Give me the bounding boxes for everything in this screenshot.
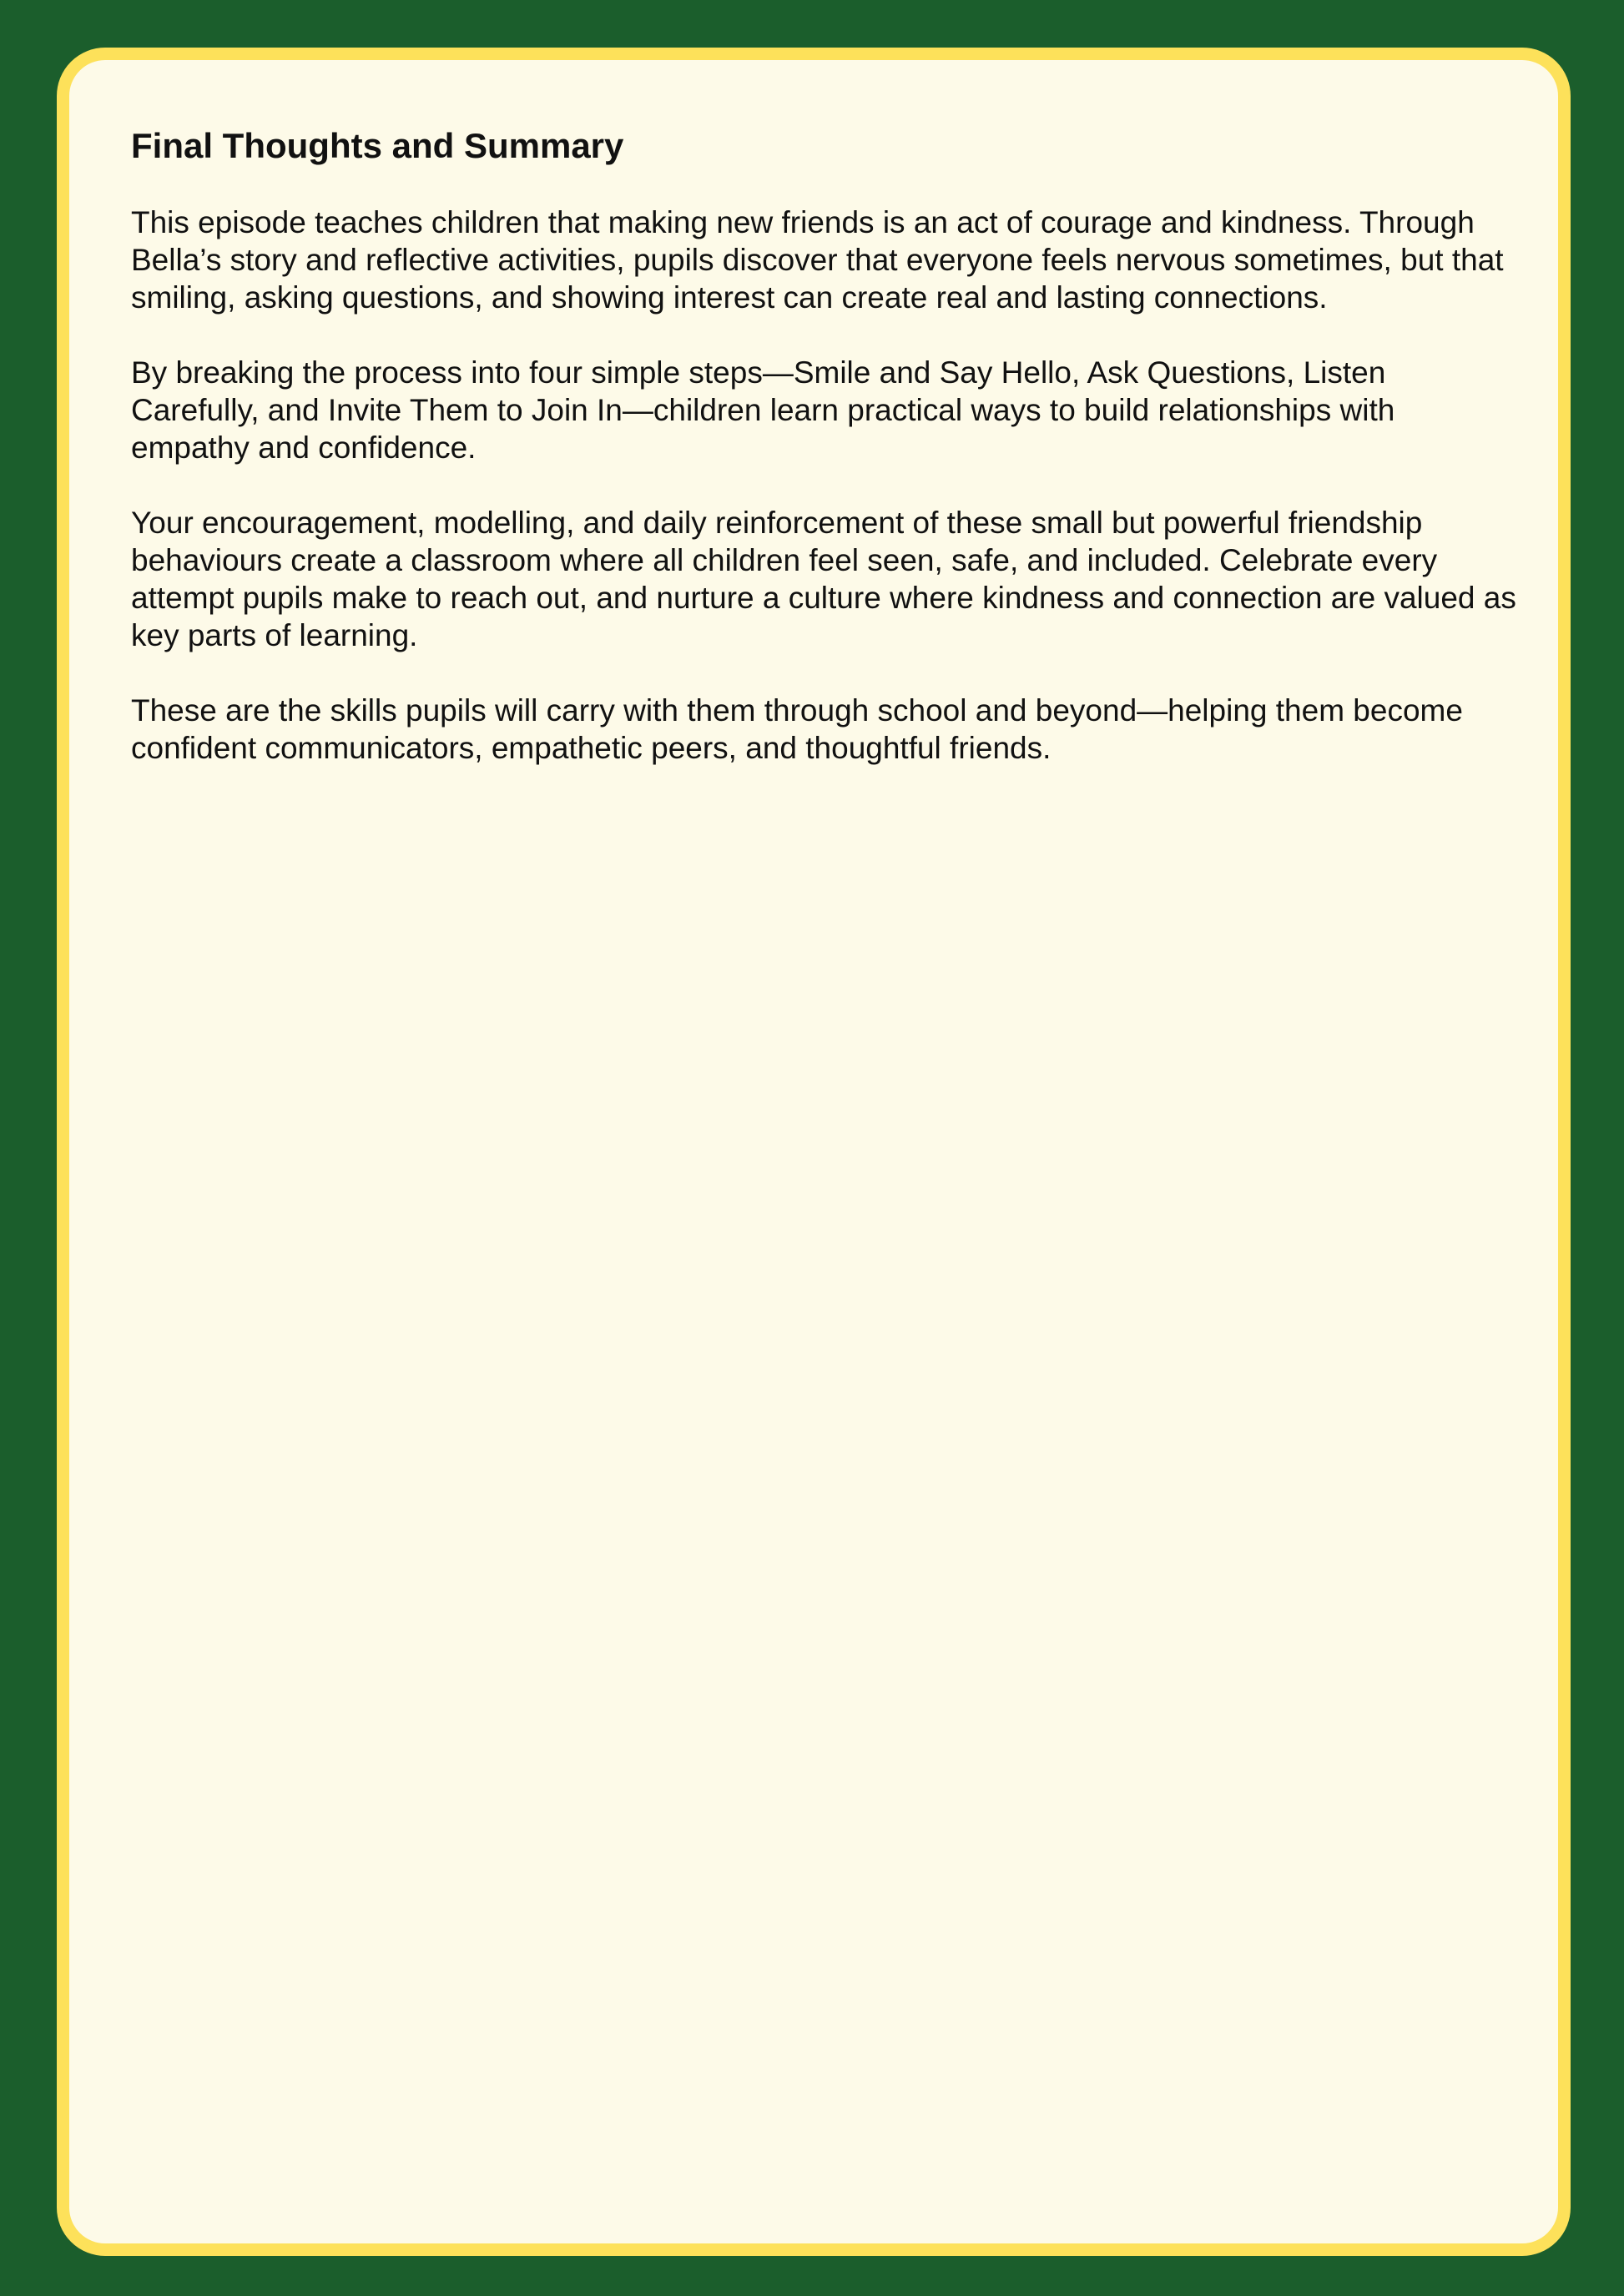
page-title: Final Thoughts and Summary: [131, 126, 624, 165]
paragraph-conclusion: These are the skills pupils will carry with them through school and beyond—helping them become confident communicators, empathetic peers, and thoughtful friends.: [131, 693, 1463, 766]
document-body: [131, 125, 1516, 804]
paragraph-intro: This episode teaches children that making new friends is an act of courage and kindness. Through Bella’s story and reflective activities, pupils discover that everyone feels nervous sometimes, but that smiling, asking questions, and showing interest can create real and lasting connections.: [131, 205, 1504, 315]
content-card: [57, 48, 1571, 2256]
paragraph-encouragement: Your encouragement, modelling, and daily reinforcement of these small but powerful friendship behaviours create a classroom where all children feel seen, safe, and included. Celebrate every attempt pupils make to reach out, and nurture a culture where kindness and connection are valued as key parts of learning.: [131, 506, 1516, 653]
paragraph-steps: By breaking the process into four simple steps—Smile and Say Hello, Ask Questions, Listen Carefully, and Invite Them to Join In—children learn practical ways to build relationships with empathy and confidence.: [131, 355, 1395, 466]
